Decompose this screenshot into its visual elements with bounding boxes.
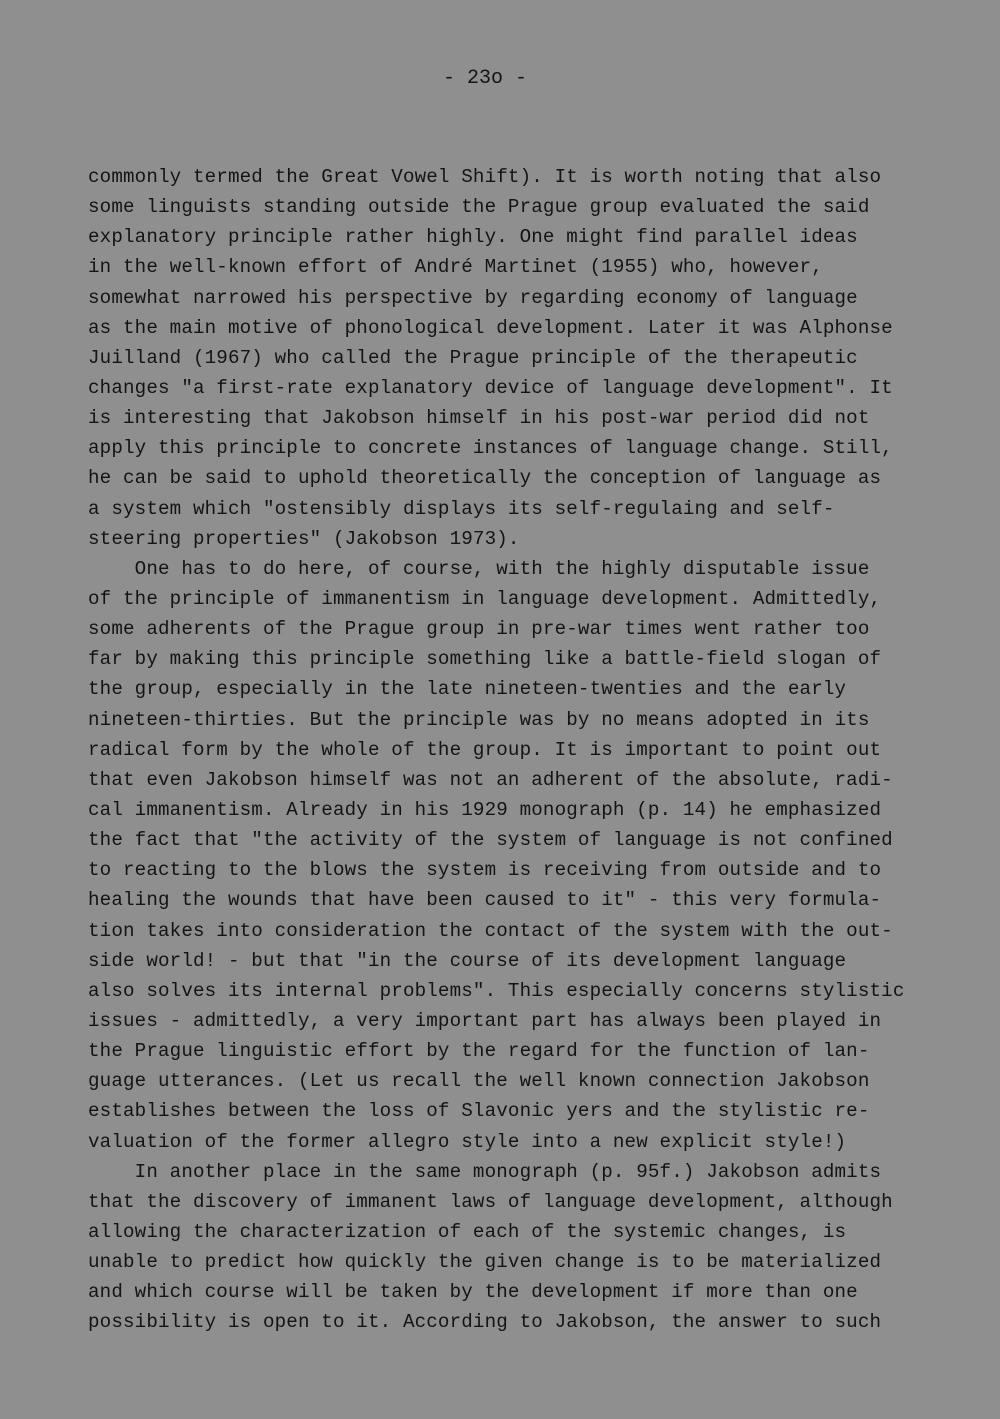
text-line: healing the wounds that have been caused to it" - this very formula- (88, 889, 882, 912)
text-line: cal immanentism. Already in his 1929 monograph (p. 14) he emphasized (88, 798, 882, 821)
body-text (88, 162, 948, 1337)
text-line: to reacting to the blows the system is receiving from outside and to (88, 859, 882, 882)
text-line: In another place in the same monograph (p. 95f.) Jakobson admits (88, 1160, 882, 1183)
text-line: changes "a first-rate explanatory device of language development". It (88, 376, 893, 399)
text-line: One has to do here, of course, with the highly disputable issue (88, 557, 870, 580)
text-line: of the principle of immanentism in language development. Admittedly, (88, 587, 882, 610)
text-line: that the discovery of immanent laws of language development, although (88, 1190, 893, 1213)
text-line: steering properties" (Jakobson 1973). (88, 527, 520, 550)
text-line: that even Jakobson himself was not an adherent of the absolute, radi- (88, 768, 893, 791)
text-line: he can be said to uphold theoretically the conception of language as (88, 467, 882, 490)
text-line: possibility is open to it. According to Jakobson, the answer to such (88, 1311, 882, 1334)
text-line: a system which "ostensibly displays its self-regulaing and self- (88, 497, 835, 520)
text-line: allowing the characterization of each of the systemic changes, is (88, 1220, 847, 1243)
text-line: apply this principle to concrete instances of language change. Still, (88, 437, 893, 460)
text-line: issues - admittedly, a very important part has always been played in (88, 1009, 882, 1032)
text-line: establishes between the loss of Slavonic yers and the stylistic re- (88, 1100, 870, 1123)
text-line: side world! - but that "in the course of its development language (88, 949, 847, 972)
text-line: radical form by the whole of the group. It is important to point out (88, 738, 882, 761)
text-line: the Prague linguistic effort by the regard for the function of lan- (88, 1040, 870, 1063)
text-line: explanatory principle rather highly. One might find parallel ideas (88, 226, 858, 249)
text-line: as the main motive of phonological development. Later it was Alphonse (88, 316, 893, 339)
page-number: - 23o - (442, 67, 527, 90)
text-line: also solves its internal problems". This especially concerns stylistic (88, 979, 905, 1002)
text-line: is interesting that Jakobson himself in his post-war period did not (88, 407, 870, 430)
text-line: guage utterances. (Let us recall the well known connection Jakobson (88, 1070, 870, 1093)
text-line: and which course will be taken by the development if more than one (88, 1281, 858, 1304)
text-line: nineteen-thirties. But the principle was by no means adopted in its (88, 708, 870, 731)
text-line: somewhat narrowed his perspective by regarding economy of language (88, 286, 858, 309)
text-line: the group, especially in the late nineteen-twenties and the early (88, 678, 847, 701)
text-line: some adherents of the Prague group in pre-war times went rather too (88, 618, 870, 641)
text-line: the fact that "the activity of the system of language is not confined (88, 829, 893, 852)
text-line: commonly termed the Great Vowel Shift). It is worth noting that also (88, 166, 882, 188)
text-line: some linguists standing outside the Prague group evaluated the said (88, 196, 870, 219)
text-line: Juilland (1967) who called the Prague principle of the therapeutic (88, 346, 858, 369)
text-line: valuation of the former allegro style into a new explicit style!) (88, 1130, 847, 1153)
text-line: tion takes into consideration the contact of the system with the out- (88, 919, 893, 942)
text-line: in the well-known effort of André Martinet (1955) who, however, (88, 256, 823, 279)
text-line: unable to predict how quickly the given change is to be materialized (88, 1251, 882, 1274)
text-line: far by making this principle something like a battle-field slogan of (88, 648, 882, 671)
